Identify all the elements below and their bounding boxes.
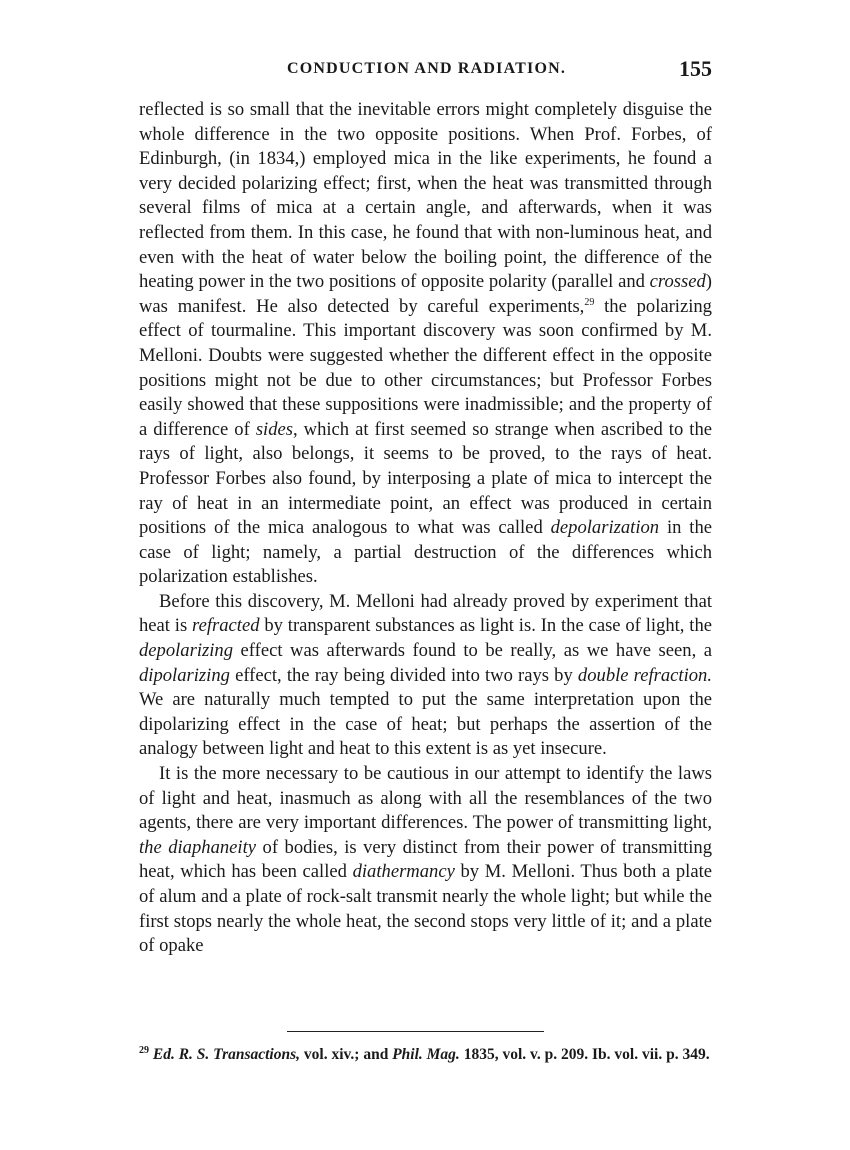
italic-run: sides [255, 418, 293, 440]
text-run: reflected is so small that the inevitable errors might completely disguise the whole difference in the two opposite positions. When Prof. Forbes, of Edinburgh, (in 1834,) employed mica in the like experiments, he found a very decided polarizing effect; first, when the heat was transmitted through several films of mica at a certain angle, and afterwards, when it was reflected from them. In this case, he found that with non-luminous heat, and even with the heat of water below the boiling point, the difference of the heating power in the two positions of opposite polarity (parallel and [139, 99, 712, 293]
paragraph-3 [139, 762, 712, 959]
italic-run: crossed [649, 271, 706, 293]
italic-run: double refraction. [577, 664, 712, 686]
text-run: in the case of light; namely, a partial destruction of the differences which polarization establishes. [139, 517, 712, 588]
italic-run: dipolarizing [139, 664, 230, 686]
text-run: the polarizing effect of tourmaline. This important discovery was soon confirmed by M. Melloni. Doubts were suggested whether the different effect in the opposite positions might not be due to other circumstances; but Professor Forbes easily showed that these suppositions were inadmissible; and the property of a difference of [139, 295, 712, 440]
text-run: of bodies, is very distinct from their power of transmitting heat, which has been called [139, 836, 712, 883]
footnote-marker: 29 [139, 1044, 149, 1056]
text-run: by M. Melloni. Thus both a plate of alum and a plate of rock-salt transmit nearly the whole light; but while the first stops nearly the whole heat, the second stops very little of it; and a plate of opake [139, 861, 712, 957]
footnote [139, 1044, 712, 1066]
paragraph-1 [139, 98, 712, 590]
text-run: effect was afterwards found to be really, as we have seen, a [233, 640, 712, 662]
text-run: Before this discovery, M. Melloni had already proved by experiment that heat is [139, 590, 712, 637]
text-run: We are naturally much tempted to put the same interpretation upon the dipolarizing effect in the case of heat; but perhaps the assertion of the analogy between light and heat to this extent is as yet insecure. [139, 689, 712, 760]
text-run: It is the more necessary to be cautious in our attempt to identify the laws of light and heat, inasmuch as along with all the resemblances of the two agents, there are very important differences. The power of transmitting light, [139, 763, 712, 834]
page-number: 155 [679, 56, 712, 81]
footnote-reference: 29 [584, 296, 595, 308]
paragraph-2 [139, 590, 712, 762]
text-run: , which at first seemed so strange when ascribed to the rays of light, also belongs, it seems to be proved, to the rays of heat. Professor Forbes also found, by interposing a plate of mica to intercept the ray of heat in an intermediate point, an effect was produced in certain positions of the mica analogous to what was called [139, 418, 712, 539]
text-run: ) was manifest. He also detected by careful experiments, [139, 271, 712, 317]
text-run: effect, the ray being divided into two rays by [229, 664, 578, 686]
text-run: by transparent substances as light is. In the case of light, the [259, 615, 712, 637]
italic-run: diathermancy [352, 861, 455, 883]
text-run: vol. xiv.; and [300, 1046, 393, 1063]
italic-run: refracted [192, 615, 260, 637]
footnote-divider [287, 1031, 544, 1032]
italic-run: the diaphaneity [139, 836, 257, 858]
text-run: 1835, vol. v. p. 209. Ib. vol. vii. p. 349. [459, 1046, 710, 1063]
body-text [139, 98, 712, 959]
italic-run: Phil. Mag. [392, 1046, 460, 1063]
italic-run: depolarizing [139, 640, 234, 662]
italic-run: depolarization [550, 517, 660, 539]
italic-run: Ed. R. S. Transactions, [152, 1046, 301, 1063]
running-title: CONDUCTION AND RADIATION. [287, 60, 567, 77]
page-header [139, 56, 712, 86]
